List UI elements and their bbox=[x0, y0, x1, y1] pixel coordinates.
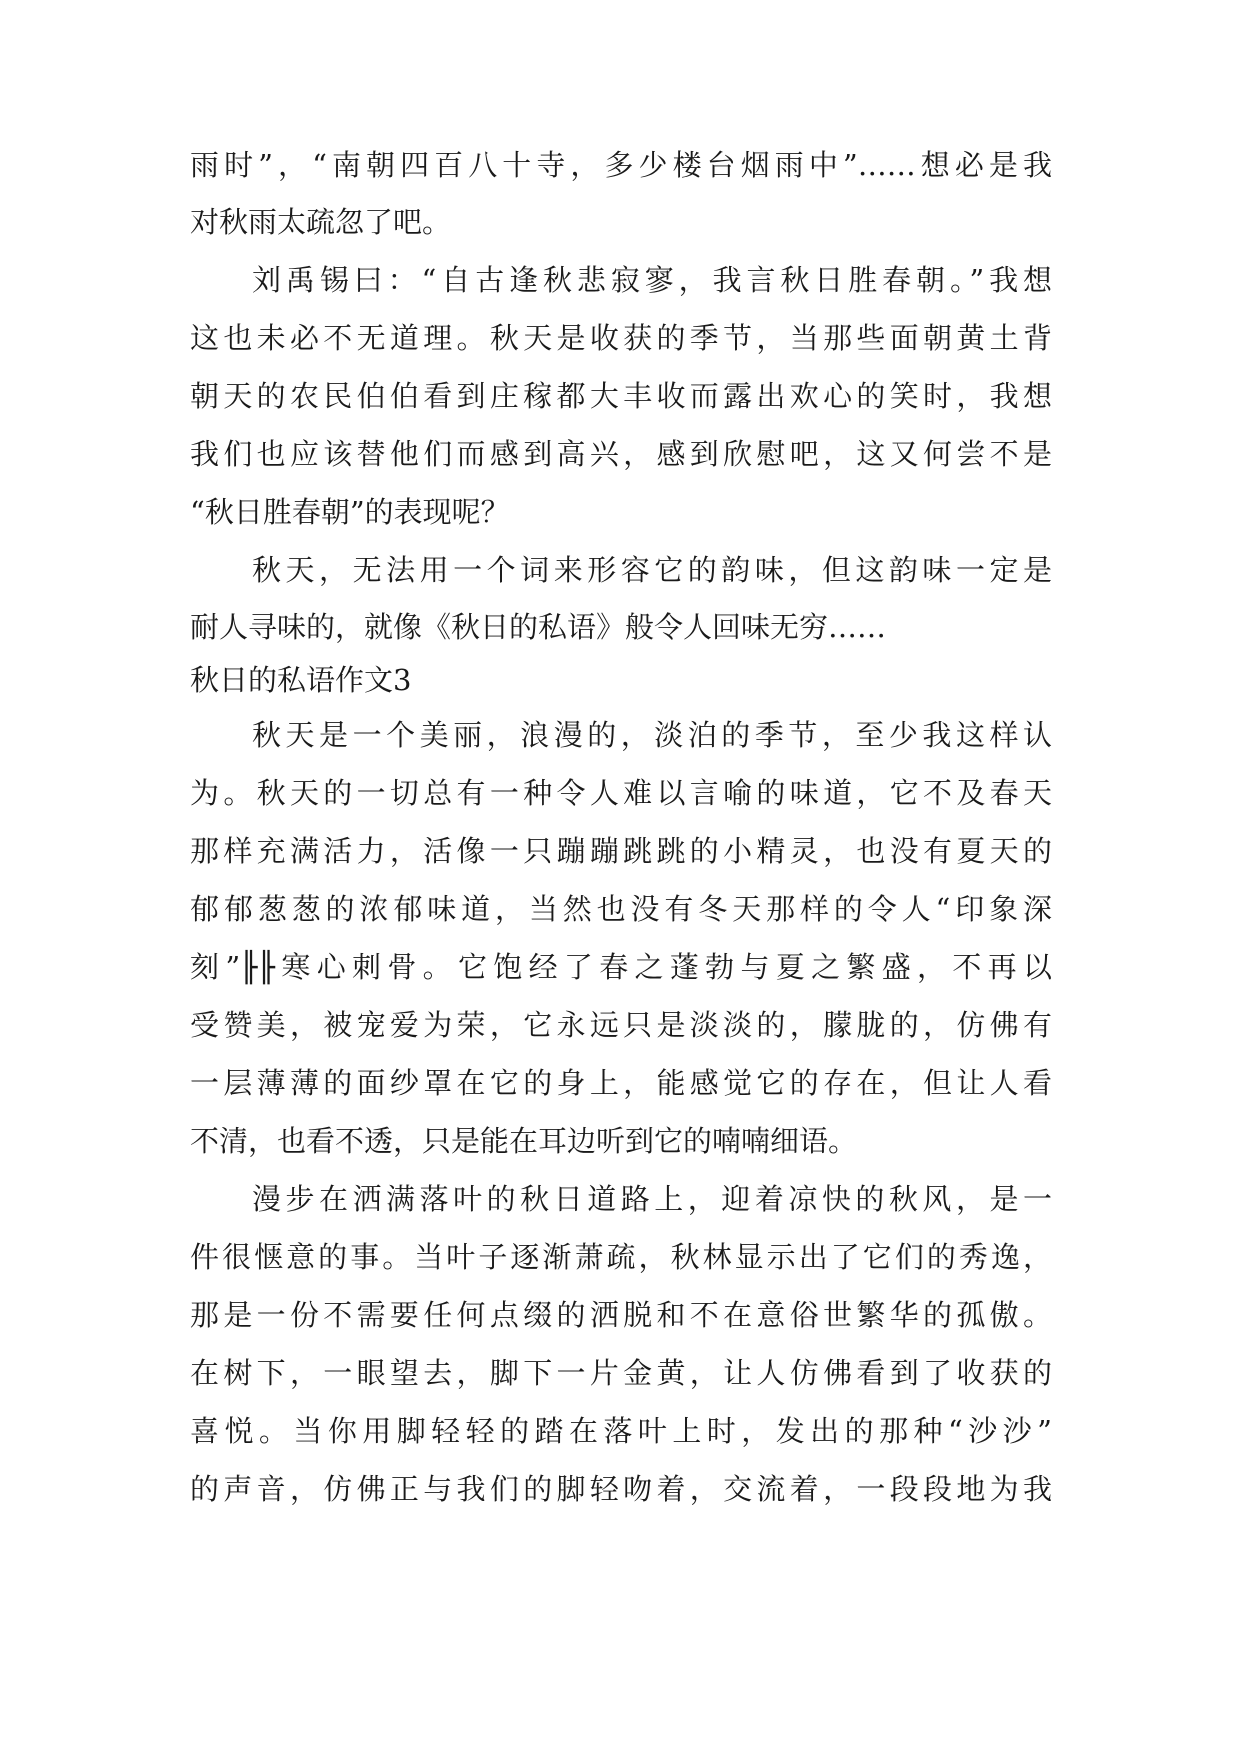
paragraph-start-line: 漫步在洒满落叶的秋日道路上，迎着凉快的秋风，是一 bbox=[252, 1182, 1052, 1216]
text-line: 那样充满活力，活像一只蹦蹦跳跳的小精灵，也没有夏天的 bbox=[190, 834, 1052, 868]
paragraph-start-line: 秋天是一个美丽，浪漫的，淡泊的季节，至少我这样认 bbox=[252, 718, 1052, 752]
paragraph-start-line: 秋天，无法用一个词来形容它的韵味，但这韵味一定是 bbox=[252, 553, 1052, 587]
text-line: 对秋雨太疏忽了吧。 bbox=[190, 205, 452, 239]
text-line: 这也未必不无道理。秋天是收获的季节，当那些面朝黄土背 bbox=[190, 321, 1052, 355]
text-line: 雨时”，“南朝四百八十寺，多少楼台烟雨中”……想必是我 bbox=[190, 148, 1052, 182]
text-line: 耐人寻味的，就像《秋日的私语》般令人回味无穷…… bbox=[190, 610, 887, 644]
text-line: 不清，也看不透，只是能在耳边听到它的喃喃细语。 bbox=[190, 1124, 858, 1158]
text-line: 在树下，一眼望去，脚下一片金黄，让人仿佛看到了收获的 bbox=[190, 1356, 1052, 1390]
text-line: 一层薄薄的面纱罩在它的身上，能感觉它的存在，但让人看 bbox=[190, 1066, 1052, 1100]
text-line: 郁郁葱葱的浓郁味道，当然也没有冬天那样的令人“印象深 bbox=[190, 892, 1052, 926]
text-line: “秋日胜春朝”的表现呢？ bbox=[190, 495, 510, 529]
text-line: 我们也应该替他们而感到高兴，感到欣慰吧，这又何尝不是 bbox=[190, 437, 1052, 471]
text-line: 件很惬意的事。当叶子逐渐萧疏，秋林显示出了它们的秀逸， bbox=[190, 1240, 1052, 1274]
text-line: 刻”╟╟寒心刺骨。它饱经了春之蓬勃与夏之繁盛，不再以 bbox=[190, 950, 1052, 984]
text-line: 喜悦。当你用脚轻轻的踏在落叶上时，发出的那种“沙沙” bbox=[190, 1414, 1052, 1448]
text-line: 朝天的农民伯伯看到庄稼都大丰收而露出欢心的笑时，我想 bbox=[190, 379, 1052, 413]
text-line: 受赞美，被宠爱为荣，它永远只是淡淡的，朦胧的，仿佛有 bbox=[190, 1008, 1052, 1042]
text-line: 的声音，仿佛正与我们的脚轻吻着，交流着，一段段地为我 bbox=[190, 1472, 1052, 1506]
paragraph-start-line: 刘禹锡曰：“自古逢秋悲寂寥，我言秋日胜春朝。”我想 bbox=[252, 263, 1052, 297]
section-heading: 秋日的私语作文3 bbox=[190, 663, 412, 697]
text-line: 为。秋天的一切总有一种令人难以言喻的味道，它不及春天 bbox=[190, 776, 1052, 810]
text-line: 那是一份不需要任何点缀的洒脱和不在意俗世繁华的孤傲。 bbox=[190, 1298, 1052, 1332]
